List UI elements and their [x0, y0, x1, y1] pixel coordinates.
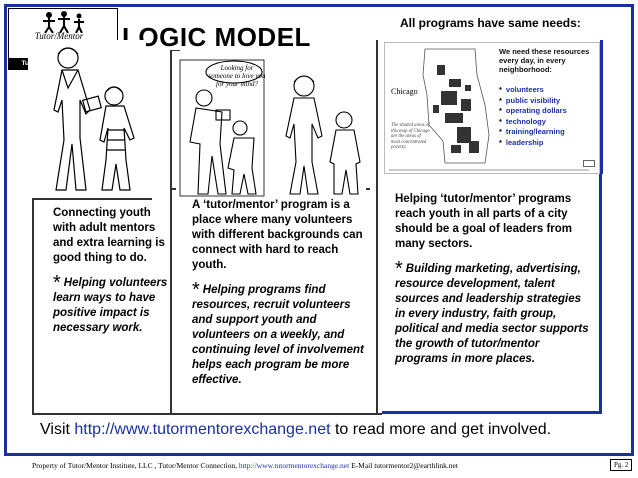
- column-program: [192, 198, 372, 388]
- logo-name-line2: Connection: [38, 41, 80, 51]
- chicago-map-panel: [384, 42, 600, 174]
- column-main-text: Connecting youth with adult mentors and extra learning is good thing to do.: [53, 207, 165, 264]
- visit-suffix: to read more and get involved.: [334, 421, 552, 438]
- speech-bubble-text: Looking for someone to love you for your mind?: [208, 64, 266, 88]
- page-number: Pg. 2: [610, 459, 632, 471]
- column-main-text: A ‘tutor/mentor’ program is a place where many volunteers with different backgrounds can connect with hard to reach youth.: [192, 199, 363, 271]
- map-city-label: Chicago: [391, 87, 418, 96]
- mini-footer-line: [389, 169, 589, 171]
- footer: [32, 461, 458, 470]
- column-italic-block: * Building marketing, advertising, resource development, talent sources and leadership strategies in every industry, faith group, political and media sector supports the growth of tutor/mentor programs in more places.: [395, 258, 589, 365]
- column-city: [395, 192, 590, 367]
- column-italic-block: * Helping programs find resources, recruit volunteers and support youth and volunteers on a weekly, and continuing level of involvement helps each program be more effective.: [192, 279, 364, 386]
- footer-email: E-Mail tutormentor2@earthlink.net: [351, 461, 458, 470]
- column-italic-block: * Helping volunteers learn ways to have positive impact is necessary work.: [53, 272, 168, 334]
- resources-heading: We need these resources every day, in every neighborhood:: [499, 47, 590, 74]
- page-title: LOGIC MODEL: [122, 22, 311, 52]
- column-italic-text: Helping programs find resources, recruit volunteers and support youth and volunteers on a weekly, and continuing level of involvement helps each program be more effective.: [192, 284, 364, 386]
- column-italic-text: Building marketing, advertising, resource development, talent sources and leadership strategies in every industry, faith group, political and media sector supports the growth of tutor/mentor programs in more places.: [395, 263, 589, 365]
- map-caption: The shaded areas of this map of Chicago are the areas of most concentrated poverty.: [391, 123, 430, 150]
- list-item: * volunteers: [499, 85, 544, 94]
- col3-accent-top: [600, 40, 603, 174]
- bracket-bottom-2: [170, 413, 382, 415]
- visit-link[interactable]: http://www.tutormentorexchange.net: [74, 421, 331, 438]
- list-item: * operating dollars: [499, 106, 567, 115]
- list-item: * leadership: [499, 137, 544, 147]
- mentor-youth-illustration: [28, 40, 146, 196]
- column-individual: [53, 206, 171, 336]
- visit-prefix: Visit: [40, 421, 70, 438]
- column-main-text: Helping ‘tutor/mentor’ programs reach youth in all parts of a city should be a goal of leaders from many sectors.: [395, 193, 573, 250]
- visit-line: [40, 421, 551, 439]
- logo-name-line1: Tutor/Mentor: [34, 31, 84, 41]
- program-illustration: [176, 58, 366, 198]
- list-item: * training/learning: [499, 127, 565, 136]
- bracket-col3: [376, 40, 378, 414]
- logo-bar: Tutor/Mentor Institute, LLC: [9, 58, 117, 69]
- mini-page-box: [583, 160, 595, 167]
- logo-figures-icon: [39, 11, 89, 33]
- needs-title: All programs have same needs:: [400, 16, 581, 30]
- resources-list: [499, 85, 567, 148]
- list-item: * public visibility: [499, 95, 561, 105]
- bracket-bottom-1: [32, 413, 172, 415]
- footer-text: Property of Tutor/Mentor Institute, LLC , Tutor/Mentor Connection,: [32, 461, 238, 470]
- footer-link[interactable]: http://www.tutormentorexchange.net: [238, 461, 350, 470]
- list-item: * technology: [499, 116, 546, 126]
- column-italic-text: Helping volunteers learn ways to have positive impact is necessary work.: [53, 277, 168, 334]
